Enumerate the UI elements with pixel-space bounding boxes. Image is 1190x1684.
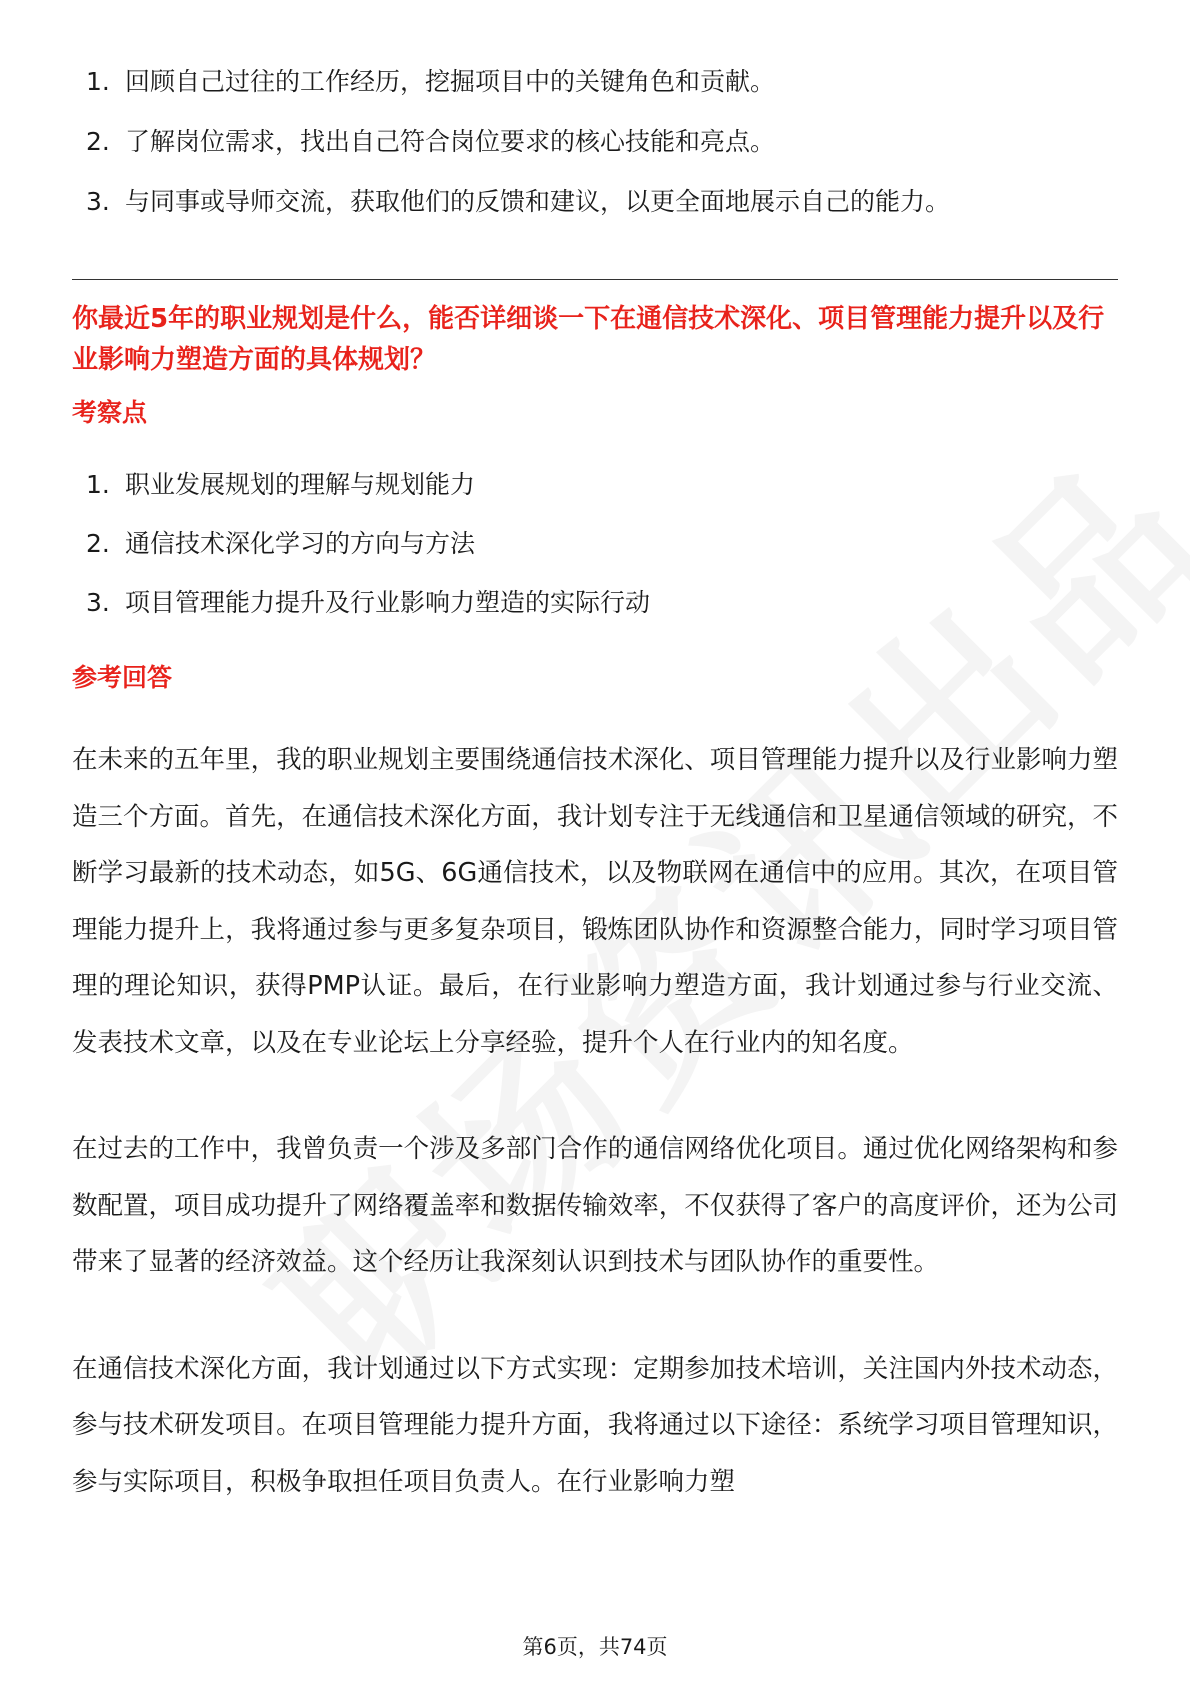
divider — [72, 279, 1118, 280]
answer-title: 参考回答 — [72, 663, 173, 692]
question-heading: 你最近5年的职业规划是什么，能否详细谈一下在通信技术深化、项目管理能力提升以及行业影响力塑造方面的具体规划？ — [72, 304, 1105, 375]
list-item: 2. 了解岗位需求，找出自己符合岗位要求的核心技能和亮点。 — [86, 127, 776, 156]
list-item: 1. 回顾自己过往的工作经历，挖掘项目中的关键角色和贡献。 — [86, 67, 776, 96]
list-item: 3. 与同事或导师交流，获取他们的反馈和建议，以更全面地展示自己的能力。 — [86, 187, 951, 216]
list-item: 1. 职业发展规划的理解与规划能力 — [86, 470, 476, 499]
list-item: 3. 项目管理能力提升及行业影响力塑造的实际行动 — [86, 588, 651, 617]
answer-paragraph: 在未来的五年里，我的职业规划主要围绕通信技术深化、项目管理能力提升以及行业影响力塑造三个方面。首先，在通信技术深化方面，我计划专注于无线通信和卫星通信领域的研究，不断学习最新的技术动态，如5G、6G通信技术，以及物联网在通信中的应用。其次，在项目管理能力提升上，我将通过参与更多复杂项目，锻炼团队协作和资源整合能力，同时学习项目管理的理论知识，获得PMP认证。最后，在行业影响力塑造方面，我计划通过参与行业交流、发表技术文章，以及在专业论坛上分享经验，提升个人在行业内的知名度。 — [72, 745, 1118, 1058]
inspection-title: 考察点 — [72, 398, 148, 427]
list-item: 2. 通信技术深化学习的方向与方法 — [86, 529, 476, 558]
top-list — [72, 64, 950, 244]
answer-paragraph: 在通信技术深化方面，我计划通过以下方式实现：定期参加技术培训，关注国内外技术动态，参与技术研发项目。在项目管理能力提升方面，我将通过以下途径：系统学习项目管理知识，参与实际项目，积极争取担任项目负责人。在行业影响力塑 — [72, 1353, 1118, 1497]
page-number: 第6页，共74页 — [522, 1635, 668, 1659]
inspection-list — [72, 467, 650, 644]
answer-paragraph: 在过去的工作中，我曾负责一个涉及多部门合作的通信网络优化项目。通过优化网络架构和参数配置，项目成功提升了网络覆盖率和数据传输效率，不仅获得了客户的高度评价，还为公司带来了显著的经济效益。这个经历让我深刻认识到技术与团队协作的重要性。 — [72, 1134, 1118, 1277]
document-page — [72, 0, 1118, 1684]
answer-body — [72, 732, 1118, 1560]
